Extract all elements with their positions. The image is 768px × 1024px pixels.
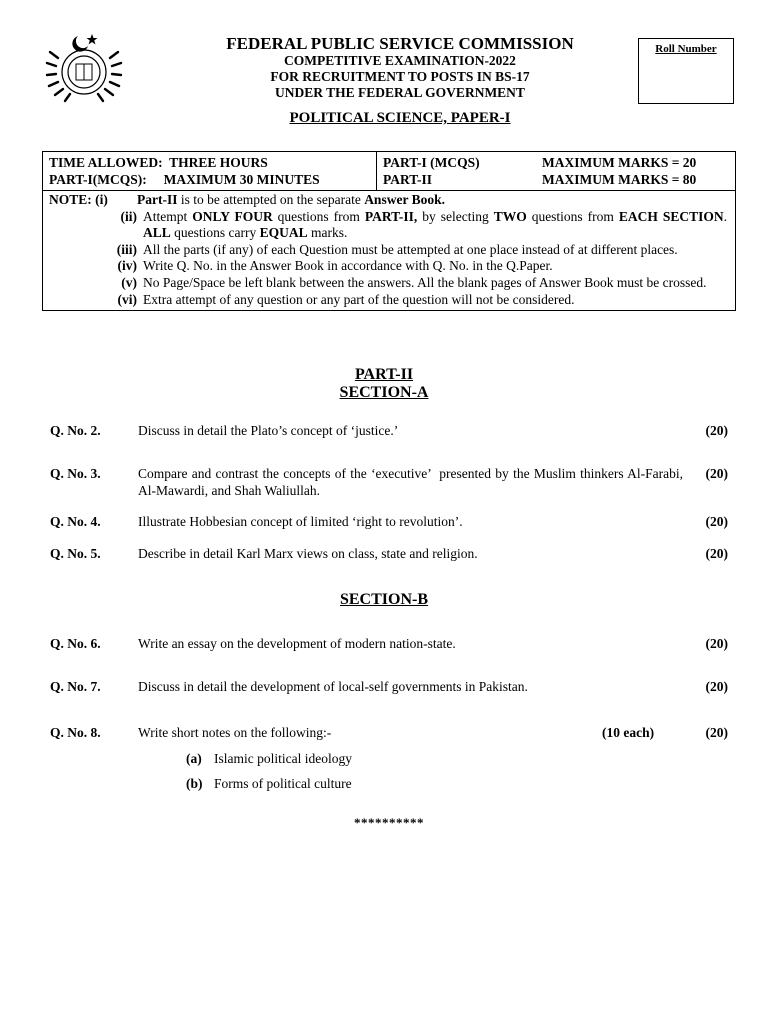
roll-number-label: Roll Number [655, 43, 717, 55]
note-item [49, 192, 727, 209]
question-number: Q. No. 4. [50, 514, 101, 529]
question-item [50, 679, 730, 696]
question-number: Q. No. 8. [50, 725, 101, 740]
question-item [50, 466, 730, 499]
section-b-heading: SECTION-B [339, 591, 429, 608]
question-marks: (20) [705, 514, 728, 529]
note-number: (vi) [117, 291, 137, 307]
note-text: Extra attempt of any question or any part of the question will not be considered. [143, 291, 575, 307]
note-label: NOTE: (i) [49, 192, 108, 207]
government-line: UNDER THE FEDERAL GOVERNMENT [275, 85, 525, 100]
question-number: Q. No. 2. [50, 423, 101, 438]
time-marks-row [43, 152, 735, 191]
question-item [50, 514, 730, 531]
subpart-item [186, 776, 352, 792]
note-number: (v) [121, 274, 137, 290]
end-marker: ********** [354, 815, 424, 830]
question-item [50, 546, 730, 563]
question-marks: (20) [705, 546, 728, 561]
question-marks: (20) [705, 725, 728, 740]
exam-info-table [42, 151, 736, 311]
marks-each: (10 each) [602, 725, 655, 740]
notes-block [43, 191, 735, 310]
note-text: Attempt ONLY FOUR questions from PART-II, by selecting TWO questions from EACH SECTION. ALL questions carry EQUAL marks. [143, 208, 728, 241]
question-item [50, 423, 730, 440]
note-text: No Page/Space be left blank between the answers. All the blank pages of Answer Book must be crossed. [143, 274, 707, 290]
recruitment-line: FOR RECRUITMENT TO POSTS IN BS-17 [270, 69, 530, 84]
section-a-heading: SECTION-A [339, 384, 429, 401]
question-item [50, 725, 730, 742]
question-text: Discuss in detail the development of local-self governments in Pakistan. [138, 679, 528, 694]
question-number: Q. No. 6. [50, 636, 101, 651]
question-item [50, 636, 730, 653]
note-text: All the parts (if any) of each Question must be attempted at one place instead of at different places. [143, 241, 678, 257]
note-text: Write Q. No. in the Answer Book in accordance with Q. No. in the Q.Paper. [143, 258, 553, 274]
note-item [49, 209, 727, 242]
note-item [49, 258, 727, 275]
part1-label: PART-I (MCQS) [383, 155, 480, 170]
note-text: Part-II is to be attempted on the separate Answer Book. [137, 192, 445, 207]
marks-cell [377, 152, 735, 190]
subpart-item [186, 751, 352, 767]
question-marks: (20) [705, 636, 728, 651]
question-number: Q. No. 5. [50, 546, 101, 561]
time-allowed: TIME ALLOWED: THREE HOURS [49, 155, 268, 170]
note-item [49, 242, 727, 259]
note-number: (iii) [116, 241, 137, 257]
question-text: Describe in detail Karl Marx views on class, state and religion. [138, 546, 478, 561]
question-marks: (20) [705, 423, 728, 438]
question-text: Compare and contrast the concepts of the ‘executive’ presented by the Muslim thinkers Al-Farabi, Al-Mawardi, and Shah Waliullah. [138, 466, 686, 498]
part1-marks: MAXIMUM MARKS = 20 [542, 155, 697, 170]
time-cell [43, 152, 377, 190]
note-item [49, 292, 727, 309]
part2-label: PART-II [383, 172, 433, 187]
question-number: Q. No. 3. [50, 466, 101, 481]
exam-title: COMPETITIVE EXAMINATION-2022 [284, 53, 516, 68]
note-number: (iv) [117, 258, 137, 274]
fpsc-logo-icon [44, 28, 124, 104]
part2-marks: MAXIMUM MARKS = 80 [542, 172, 697, 187]
commission-title: FEDERAL PUBLIC SERVICE COMMISSION [226, 34, 574, 53]
subpart-label: (a) [186, 751, 202, 766]
paper-title: POLITICAL SCIENCE, PAPER-I [289, 110, 511, 126]
part-ii-heading: PART-II [354, 366, 414, 383]
subpart-label: (b) [186, 776, 203, 791]
question-text: Write an essay on the development of modern nation-state. [138, 636, 456, 651]
note-item [49, 275, 727, 292]
roll-number-box[interactable] [638, 38, 734, 104]
question-marks: (20) [705, 466, 728, 481]
question-number: Q. No. 7. [50, 679, 101, 694]
question-marks: (20) [705, 679, 728, 694]
note-number: (ii) [120, 208, 137, 224]
subpart-text: Forms of political culture [214, 776, 352, 791]
mcq-time: PART-I(MCQS): MAXIMUM 30 MINUTES [49, 172, 320, 187]
subpart-text: Islamic political ideology [214, 751, 352, 766]
question-text: Discuss in detail the Plato’s concept of ‘justice.’ [138, 423, 399, 438]
question-text: Write short notes on the following:- [138, 725, 332, 740]
question-text: Illustrate Hobbesian concept of limited ‘right to revolution’. [138, 514, 463, 529]
